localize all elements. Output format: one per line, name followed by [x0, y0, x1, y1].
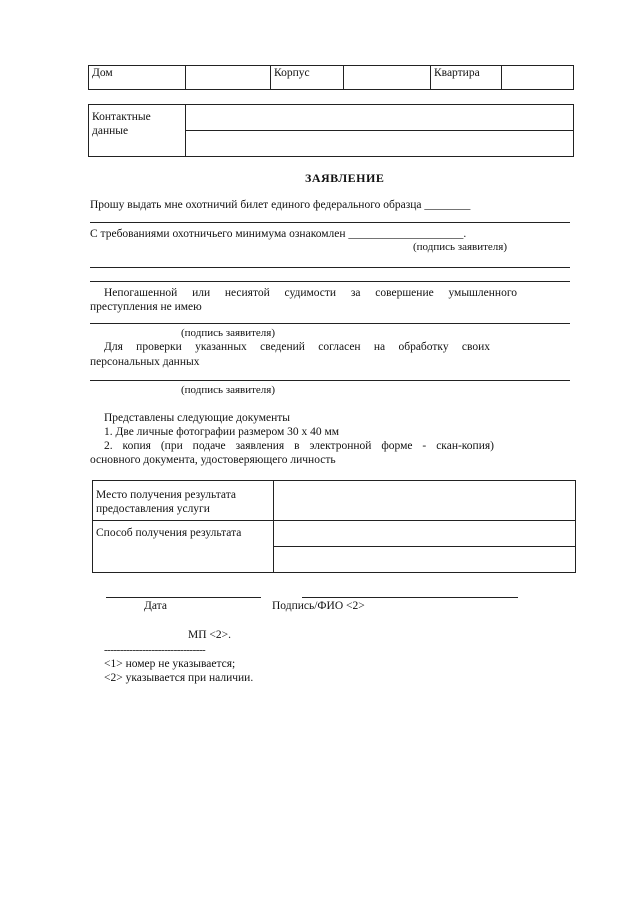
apartment-label: Квартира	[434, 67, 480, 79]
conviction-line2: преступления не имею	[90, 301, 202, 313]
signature-note-3: (подпись заявителя)	[181, 384, 276, 396]
documents-item2-line2: основного документа, удостоверяющего личность	[90, 454, 336, 466]
footnote-2: <2> указывается при наличии.	[104, 672, 254, 684]
date-line	[106, 597, 261, 598]
documents-item1: 1. Две личные фотографии размером 30 х 40 мм	[104, 426, 340, 438]
result-method-value-cell-2[interactable]	[274, 547, 576, 573]
result-table	[92, 480, 576, 573]
statement-title: ЗАЯВЛЕНИЕ	[305, 171, 385, 185]
address-table	[88, 65, 574, 90]
underline-5	[90, 380, 570, 381]
building-value-cell[interactable]	[344, 66, 431, 90]
contacts-label-line2: данные	[92, 124, 129, 137]
underline-1	[90, 222, 570, 223]
signature-note-1: (подпись заявителя)	[413, 241, 508, 253]
consent-line2: персональных данных	[90, 356, 200, 368]
house-label: Дом	[92, 67, 113, 79]
date-label: Дата	[144, 600, 167, 612]
conviction-line1: Непогашенной или несиятой судимости за совершение умышленного	[104, 287, 517, 299]
minimum-text: С требованиями охотничьего минимума ознакомлен ____________________.	[90, 228, 467, 240]
contacts-value-cell-2[interactable]	[186, 131, 574, 157]
signature-label: Подпись/ФИО <2>	[272, 600, 365, 612]
request-text: Прошу выдать мне охотничий билет единого федерального образца ________	[90, 199, 471, 211]
contacts-value-cell-1[interactable]	[186, 105, 574, 131]
apartment-label-cell	[431, 66, 502, 90]
signature-note-2: (подпись заявителя)	[181, 327, 276, 339]
footnote-1: <1> номер не указывается;	[104, 658, 236, 670]
consent-line1: Для проверки указанных сведений согласен на обработку своих	[104, 341, 490, 353]
result-place-line2: предоставления услуги	[96, 502, 210, 515]
building-label: Корпус	[274, 67, 310, 79]
result-method-label-cell	[93, 521, 274, 573]
result-place-value-cell[interactable]	[274, 481, 576, 521]
underline-4	[90, 323, 570, 324]
contacts-label-cell	[89, 105, 186, 157]
result-method-label: Способ получения результата	[96, 527, 242, 539]
documents-heading: Представлены следующие документы	[104, 412, 290, 424]
house-label-cell	[89, 66, 186, 90]
contacts-label-line1: Контактные	[92, 111, 151, 123]
house-value-cell[interactable]	[186, 66, 271, 90]
underline-2	[90, 267, 570, 268]
result-place-label-cell	[93, 481, 274, 521]
signature-line	[302, 597, 518, 598]
building-label-cell	[271, 66, 344, 90]
apartment-value-cell[interactable]	[502, 66, 574, 90]
contacts-table	[88, 104, 574, 157]
result-place-line1: Место получения результата	[96, 489, 236, 501]
documents-item2-line1: 2. копия (при подаче заявления в электронной форме - скан-копия)	[104, 440, 494, 452]
seal-label: МП <2>.	[188, 629, 232, 641]
underline-3	[90, 281, 570, 282]
footnote-separator: --------------------------------	[104, 644, 206, 656]
result-method-value-cell-1[interactable]	[274, 521, 576, 547]
